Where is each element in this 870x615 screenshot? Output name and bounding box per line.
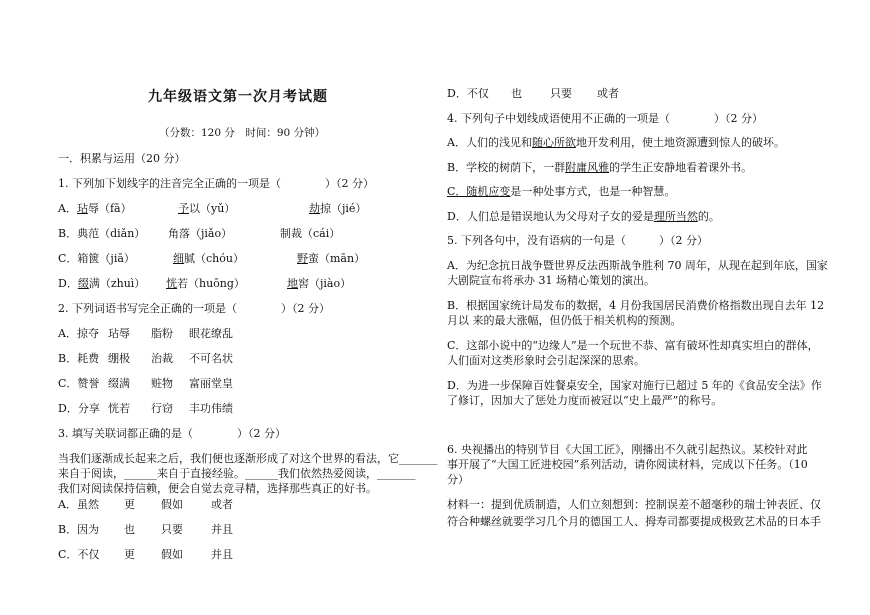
q1-d-char1: 缀 — [77, 277, 89, 290]
question-6-stem-line3: 分） — [447, 473, 469, 486]
q3-passage-line1: 当我们逐渐成长起来之后，我们便也逐渐形成了对这个世界的看法，它_______ — [58, 452, 438, 465]
q2-c-w4: 富丽堂皇 — [189, 377, 233, 390]
q4-d-pre: D．人们总是错误地认为父母对子女的爱是 — [447, 210, 654, 223]
q3-a-w1: A．虽然 — [58, 498, 99, 511]
q2-d-w3: 行窃 — [151, 402, 173, 415]
q1-option-d — [58, 276, 430, 291]
q1-option-b — [58, 226, 430, 241]
q1-c-char2: 细 — [173, 252, 184, 265]
question-3-stem: 3. 填写关联词都正确的是（ ）（2 分） — [58, 427, 286, 440]
q5-option-c-line1: C．这部小说中的“边缘人”是一个玩世不恭、富有破坏性却真实坦白的群体， — [447, 339, 819, 352]
q1-option-c — [58, 251, 430, 266]
q3-b-w1: B．因为 — [58, 523, 100, 536]
q1-d-label: D． — [58, 277, 78, 290]
q1-a-rest2: 以（yǔ） — [189, 202, 236, 215]
q1-a-char1: 玷 — [76, 202, 88, 215]
q2-c-w3: 赃物 — [151, 377, 173, 390]
q1-c-rest2: 腻（chóu） — [184, 252, 244, 265]
q1-d-char2: 恍 — [166, 277, 177, 290]
q2-a-w2: 玷辱 — [108, 327, 130, 340]
q3-c-w2: 更 — [124, 548, 135, 561]
q3-option-a — [58, 497, 233, 512]
q2-d-w2: 恍若 — [108, 402, 130, 415]
q1-b-part3: 制裁（cái） — [280, 227, 341, 240]
q1-c-part1: C．箱篋（jiā） — [58, 252, 135, 265]
q2-option-a — [58, 326, 233, 341]
q4-a-pre: A．人们的浅见和 — [447, 136, 532, 149]
question-1-stem: 1. 下列加下划线字的注音完全正确的一项是（ ）（2 分） — [58, 177, 374, 190]
q4-b-idiom: 附庸风雅 — [565, 161, 610, 174]
question-2-stem: 2. 下列词语书写完全正确的一项是（ ）（2 分） — [58, 302, 330, 315]
q6-material-line2: 符合种螺丝就要学习几个月的德国工人、拇寿司都要提成极致艺术品的日本手 — [447, 515, 821, 528]
q4-c-post: 是一种处事方式，也是一种智慧。 — [510, 185, 676, 198]
q3-a-w2: 更 — [124, 498, 135, 511]
q1-c-char3: 野 — [297, 252, 308, 265]
q3-c-w1: C．不仅 — [58, 548, 100, 561]
q4-b-pre: B．学校的树荫下，一群 — [447, 161, 566, 174]
q1-b-part1: B．典范（diǎn） — [58, 227, 146, 240]
q5-option-b-line1: B．根据国家统计局发布的数据，4 月份我国居民消费价格指数出现自去年 12 — [447, 299, 825, 312]
q3-d-w3: 只要 — [550, 87, 572, 100]
q5-option-c-line2: 人们面对这类形象时会引起深深的思索。 — [447, 354, 645, 367]
q3-c-w3: 假如 — [161, 548, 183, 561]
q6-material-line1: 材料一：提到优质制造，人们立刻想到：控制误差不超毫秒的瑞士钟表匠、仅 — [447, 498, 821, 511]
q3-b-w3: 只要 — [161, 523, 183, 536]
q1-d-rest2: 若（huōng） — [177, 277, 245, 290]
question-6-stem-line1: 6. 央视播出的特别节目《大国工匠》，刚播出不久就引起热议。某校针对此 — [447, 443, 808, 456]
q1-a-char3: 劫 — [309, 202, 320, 215]
q2-option-b — [58, 351, 233, 366]
q5-option-d-line2: 了修订，因加大了惩处力度而被冠以“史上最严”的称号。 — [447, 394, 723, 407]
q2-a-w1: A．掠夺 — [58, 327, 99, 340]
q3-option-c — [58, 547, 233, 562]
q4-option-b — [447, 160, 752, 175]
q4-option-a — [447, 135, 785, 150]
q4-b-post: 的学生正安静地看着课外书。 — [609, 161, 753, 174]
q1-a-label: A． — [58, 202, 77, 215]
q4-a-post: 地开发利用，使土地资源遭到惊人的破坏。 — [575, 136, 785, 149]
q3-a-w3: 假如 — [161, 498, 183, 511]
q5-option-b-line2: 月以 来的最大涨幅，但仍低于相关机构的预测。 — [447, 314, 682, 327]
q3-c-w4: 并且 — [211, 548, 233, 561]
q1-b-part2: 角落（jiǎo） — [168, 227, 233, 240]
q5-option-a-line2: 大剧院宣布将承办 31 场精心策划的演出。 — [447, 274, 655, 287]
q2-d-w4: 丰功伟绩 — [189, 402, 233, 415]
q1-a-rest1: 辱（fā） — [87, 202, 132, 215]
q2-option-d — [58, 401, 233, 416]
q2-b-w2: 绷极 — [108, 352, 130, 365]
q1-option-a — [58, 201, 367, 216]
q3-d-w2: 也 — [511, 87, 522, 100]
q3-passage-line3: 我们对阅读保持信赖，便会自觉去竞寻精，选择那些真正的好书。 — [58, 482, 377, 495]
q1-a-rest3: 掠（jié） — [320, 202, 367, 215]
q4-d-idiom: 理所当然 — [653, 210, 698, 223]
q2-c-w2: 缀满 — [108, 377, 130, 390]
section-heading: 一．积累与运用（20 分） — [58, 152, 186, 165]
q3-b-w4: 并且 — [211, 523, 233, 536]
q3-option-b — [58, 522, 233, 537]
q2-b-w3: 治裁 — [151, 352, 173, 365]
q5-option-a-line1: A．为纪念抗日战争暨世界反法西斯战争胜利 70 周年，从现在起到年底，国家 — [447, 259, 828, 272]
q2-option-c — [58, 376, 233, 391]
q2-d-w1: D．分享 — [58, 402, 100, 415]
q1-d-rest1: 满（zhuì） — [88, 277, 146, 290]
q1-d-char3: 地 — [287, 277, 298, 290]
q3-b-w2: 也 — [124, 523, 135, 536]
q4-option-d — [447, 209, 720, 224]
q2-b-w1: B．耗费 — [58, 352, 100, 365]
q3-a-w4: 或者 — [211, 498, 233, 511]
question-6-stem-line2: 事开展了“大国工匠进校园”系列活动，请你阅读材料，完成以下任务。（10 — [447, 458, 808, 471]
q2-c-w1: C．赞誉 — [58, 377, 100, 390]
q4-d-post: 的。 — [697, 210, 720, 223]
q3-d-w4: 或者 — [597, 87, 619, 100]
question-4-stem: 4. 下列句子中划线成语使用不正确的一项是（ ）（2 分） — [447, 112, 763, 125]
q4-option-c — [447, 184, 675, 199]
q1-d-rest3: 窖（jiào） — [298, 277, 352, 290]
q3-d-w1: D．不仅 — [447, 87, 489, 100]
q2-b-w4: 不可名状 — [189, 352, 233, 365]
question-5-stem: 5. 下列各句中，没有语病的一句是（ ）（2 分） — [447, 234, 708, 247]
q2-a-w3: 脂粉 — [151, 327, 173, 340]
q1-c-rest3: 蛮（mān） — [308, 252, 366, 265]
q4-a-idiom: 随心所欲 — [531, 136, 576, 149]
q5-option-d-line1: D．为进一步保障百姓餐桌安全，国家对施行已超过 5 年的《食品安全法》作 — [447, 379, 822, 392]
q3-passage-line2: 来自于阅读，______来自于直接经验。______我们依然热爱阅读，_______ — [58, 467, 416, 480]
q1-a-char2: 予 — [178, 202, 189, 215]
page-title: 九年级语文第一次月考试题 — [148, 89, 328, 105]
exam-subtitle: （分数：120 分 时间：90 分钟） — [159, 127, 326, 139]
q4-c-idiom: C．随机应变 — [447, 185, 511, 198]
q2-a-w4: 眼花缭乱 — [189, 327, 233, 340]
q3-option-d — [447, 86, 619, 101]
